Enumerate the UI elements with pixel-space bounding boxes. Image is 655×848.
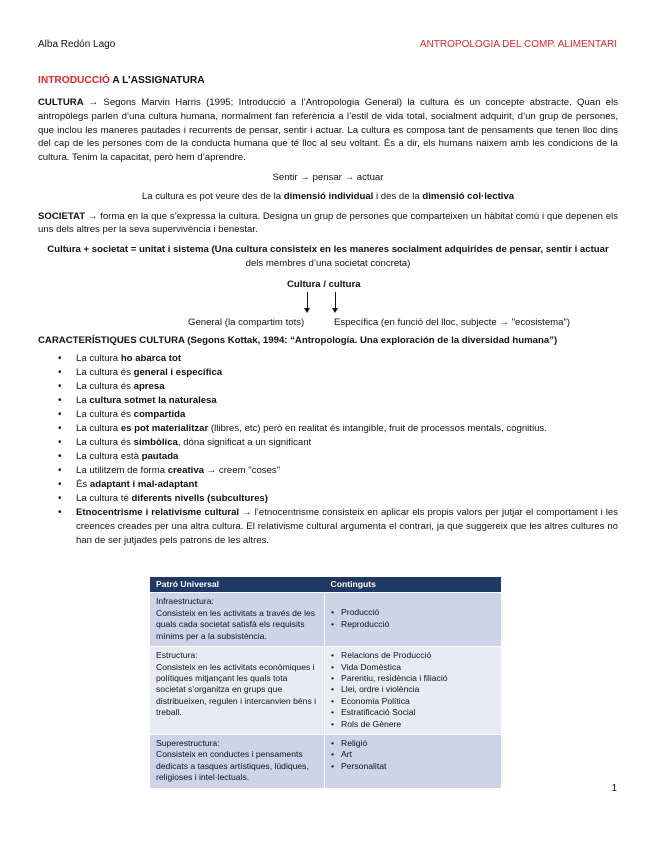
caract-title-bold: CARACTERÍSTIQUES CULTURA <box>38 335 185 347</box>
dimension-line <box>38 190 618 204</box>
list-item: • La cultura és compartida <box>38 408 618 422</box>
list-item: • És adaptant i mal-adaptant <box>38 478 618 492</box>
table-cell-contents: • Religió • Art • Personalitat <box>325 735 502 788</box>
list-item: • La cultura es pot materialitzar (llibres, etc) però en realitat és intangible, fruit de processos mentals, cognitius. <box>38 422 618 436</box>
list-item: • La cultura sotmet la naturalesa <box>38 394 618 408</box>
cultura-arrow: → <box>83 97 104 109</box>
list-item: • Etnocentrisme i relativisme cultural → l’etnocentrisme consisteix en aplicar els propis valors per jutjar el comportament i les creences creades per una altra cultura. El relativisme cultural argumenta el contrari, ja que suggereix que les altres cultures no han de ser jutjades pels patrons de les altres. <box>38 506 618 548</box>
list-item: • La cultura ho abarca tot <box>38 352 618 366</box>
unitat-paragraph <box>38 243 618 270</box>
table-row <box>150 735 501 788</box>
cultura-diagram <box>38 278 618 330</box>
header-author: Alba Redón Lago <box>38 39 116 50</box>
section-title <box>38 74 618 88</box>
dimension-pre: La cultura es pot veure des de la <box>141 191 284 203</box>
list-item: • La cultura té diferents nivells (subcultures) <box>38 492 618 506</box>
caracteristiques-list <box>38 352 618 548</box>
dimension-individual: dimensió individual <box>283 191 374 203</box>
table-cell-pattern: Estructura: Consisteix en les activitats econòmiques i polítiques mitjançant les quals tota societat s’organitza en grups que distribueixen, regulen i intercanvien béns i treball. <box>150 647 325 735</box>
header-course: ANTROPOLOGIA DEL COMP. ALIMENTARI <box>419 39 617 50</box>
table-row <box>150 593 501 647</box>
table-cell-pattern: Infraestructura: Consisteix en les activitats a través de les quals cada societat satisfà els requisits mínims per a la subsistència. <box>150 593 325 647</box>
table-header-cell: Patró Universal <box>150 577 325 593</box>
table-cell-contents: • Producció • Reproducció <box>325 593 502 647</box>
table-row <box>150 647 501 735</box>
list-item: • La cultura està pautada <box>38 450 618 464</box>
title-rest: A L’ASSIGNATURA <box>109 75 205 86</box>
flow-line: Sentir → pensar → actuar <box>272 171 384 183</box>
title-red: INTRODUCCIÓ <box>38 75 110 86</box>
table-cell-contents: • Relacions de Producció • Vida Domèstica • Parentiu, residència i filiació • Llei, ordre i violència • Economia Política • Estratificació Social • Rols de Gènere <box>325 647 502 735</box>
arrow-down-left-icon <box>307 292 308 309</box>
societat-arrow: → <box>85 210 101 222</box>
diagram-general: General (la compartim tots) <box>188 317 305 329</box>
cultura-paragraph <box>38 96 618 164</box>
page-number: 1 <box>611 783 617 794</box>
societat-text: forma en la que s’expressa la cultura. Designa un grup de persones que comparteixen un hàbitat comú i que depenen els uns dels altres per la seva supervivència i benestar. <box>38 210 618 236</box>
caracteristiques-title <box>38 334 618 348</box>
unitat-rest: dels membres d’una societat concreta) <box>245 257 411 269</box>
table-header-cell: Continguts <box>325 577 502 593</box>
list-item: • La cultura és apresa <box>38 380 618 394</box>
arrow-down-right-icon <box>335 292 336 309</box>
cultura-text: Segons Marvin Harris (1995; Introducció a l’Antropologia General) la cultura és un concepte abstracte. Quan els antropòlegs parlen d’una cultura humana, normalment fan referència a l’estil de vida total, socialment adquirit, d’un grup de persones, que inclou les maneres pautades i recurrents de pensar, sentir i actuar. La cultura es composa tant de pensaments que tenen lloc dins del cap de les persones com de la conducta humana que té lloc al seu voltant. És a dir, els humans naixem amb les condicions de la cultura. Tenim la capacitat, però hem d’aprendre. <box>38 97 618 163</box>
list-item: • La utilitzem de forma creativa → creem "coses" <box>38 464 618 478</box>
universal-pattern-table <box>150 577 501 788</box>
list-item: • La cultura és simbòlica, dóna significat a un significant <box>38 436 618 450</box>
caract-source: (Segons Kottak, 1994: “Antropología. Una exploración de la diversidad humana”) <box>184 335 558 347</box>
dimension-collectiva: dimensió col·lectiva <box>422 191 515 203</box>
diagram-especifica: Específica (en funció del lloc, subjecte → "ecosistema") <box>334 317 571 329</box>
list-item: • La cultura és general i específica <box>38 366 618 380</box>
cultura-term: CULTURA <box>38 97 84 109</box>
page-content <box>38 74 618 548</box>
unitat-bold: Cultura + societat = unitat i sistema (Una cultura consisteix en les maneres socialment adquirides de pensar, sentir i actuar <box>47 243 609 255</box>
societat-paragraph <box>38 210 618 237</box>
dimension-mid: i des de la <box>373 191 423 203</box>
table-header-row <box>150 577 501 593</box>
table-cell-pattern: Superestructura: Consisteix en conductes i pensaments dedicats a tasques artístiques, lúdiques, religioses i intel·lectuals. <box>150 735 325 788</box>
diagram-head: Cultura / cultura <box>287 279 361 291</box>
societat-term: SOCIETAT <box>38 210 86 222</box>
